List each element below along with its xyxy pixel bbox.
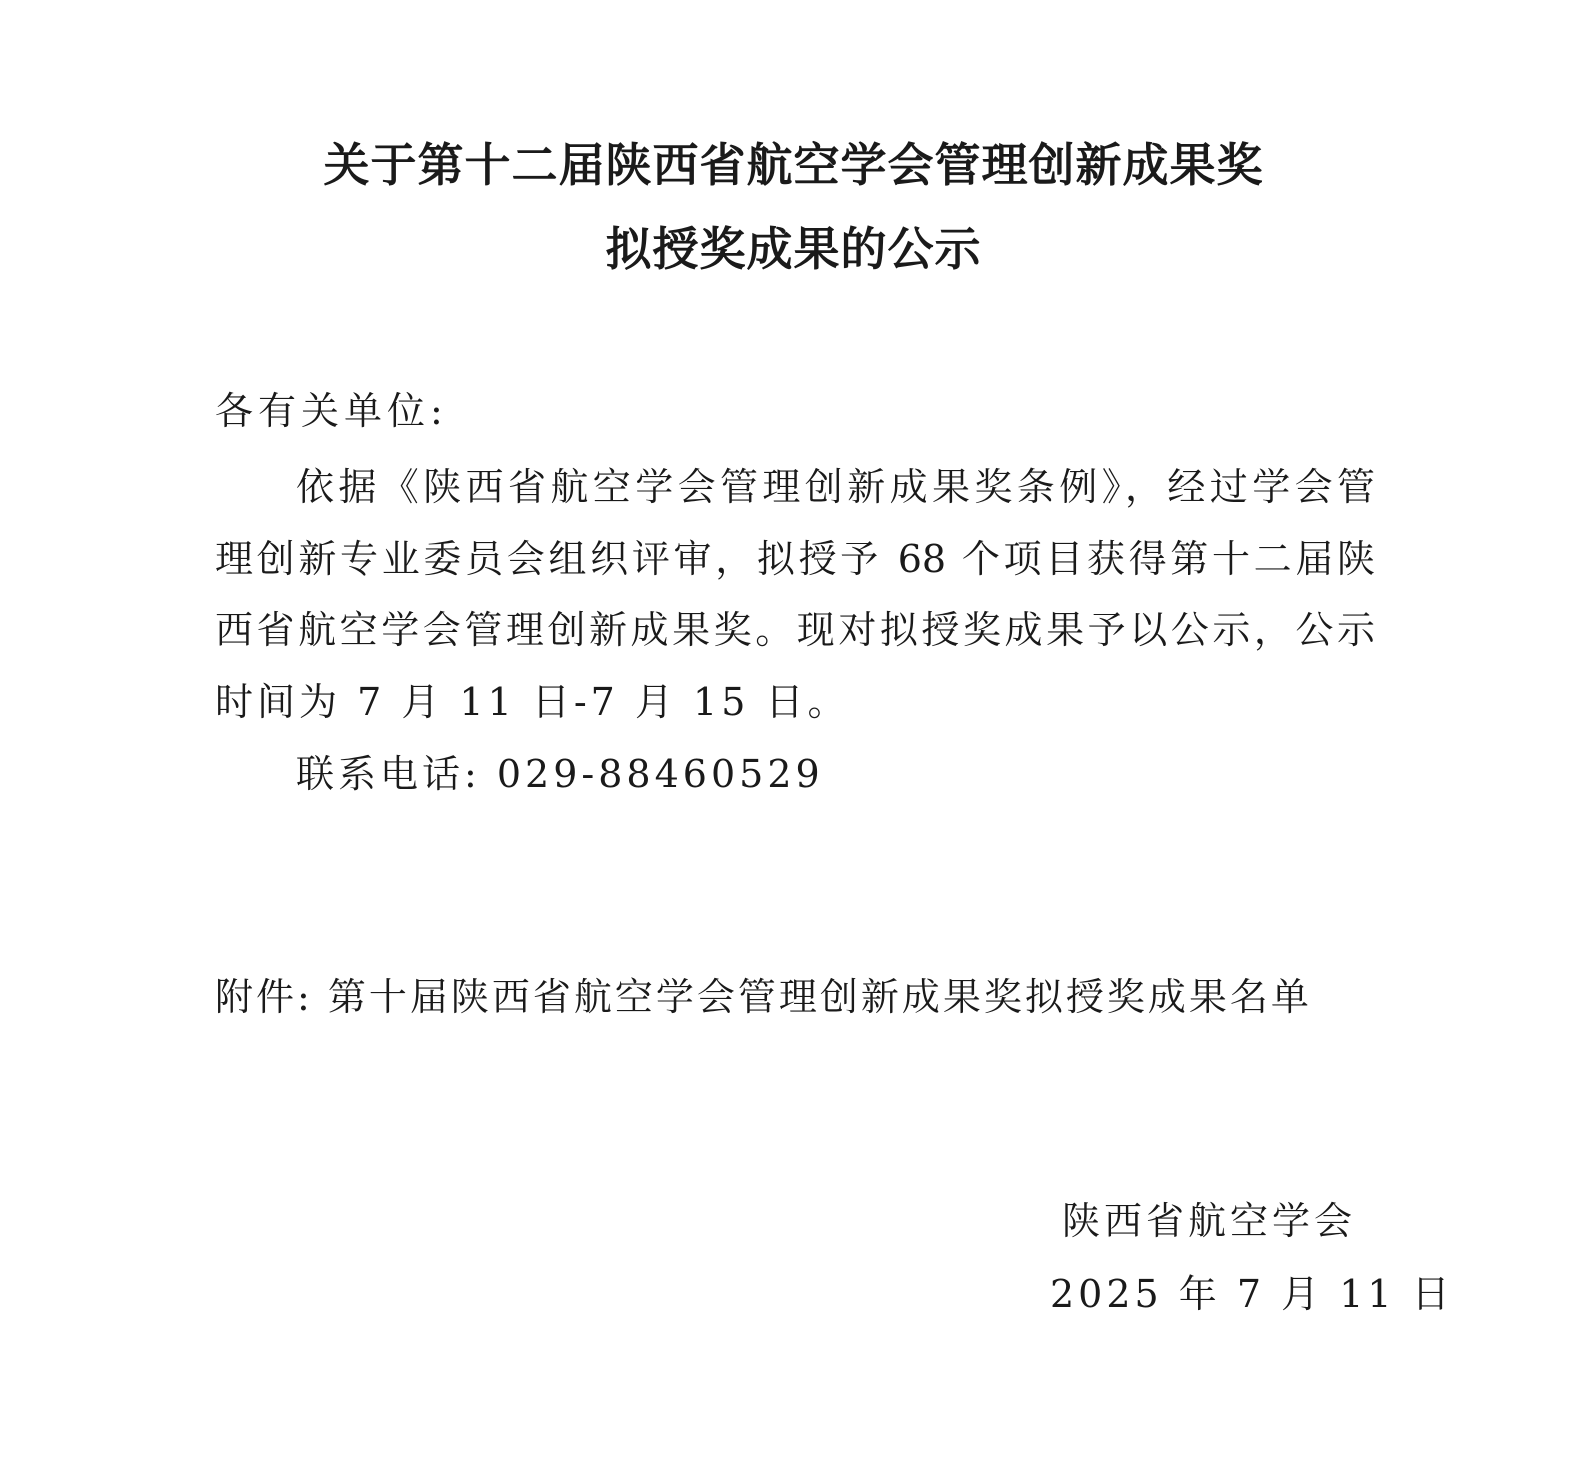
document-title-line-2: 拟授奖成果的公示 (605, 222, 982, 276)
paragraph-line: 依据《陕西省航空学会管理创新成果奖条例》，经过学会管 (296, 465, 1375, 509)
paragraph-line: 时间为 7 月 11 日-7 月 15 日。 (215, 680, 850, 724)
paragraph-line: 理创新专业委员会组织评审，拟授予 68 个项目获得第十二届陕 (215, 537, 1375, 581)
paragraph-line: 西省航空学会管理创新成果奖。现对拟授奖成果予以公示，公示 (215, 608, 1375, 652)
signature-date: 2025 年 7 月 11 日 (1050, 1272, 1454, 1316)
signature-organization: 陕西省航空学会 (1062, 1199, 1357, 1243)
salutation: 各有关单位: (215, 389, 448, 433)
document-title-line-1: 关于第十二届陕西省航空学会管理创新成果奖 (323, 138, 1264, 192)
contact-phone: 联系电话: 029-88460529 (296, 752, 824, 796)
attachment-note: 附件: 第十届陕西省航空学会管理创新成果奖拟授奖成果名单 (215, 975, 1312, 1019)
